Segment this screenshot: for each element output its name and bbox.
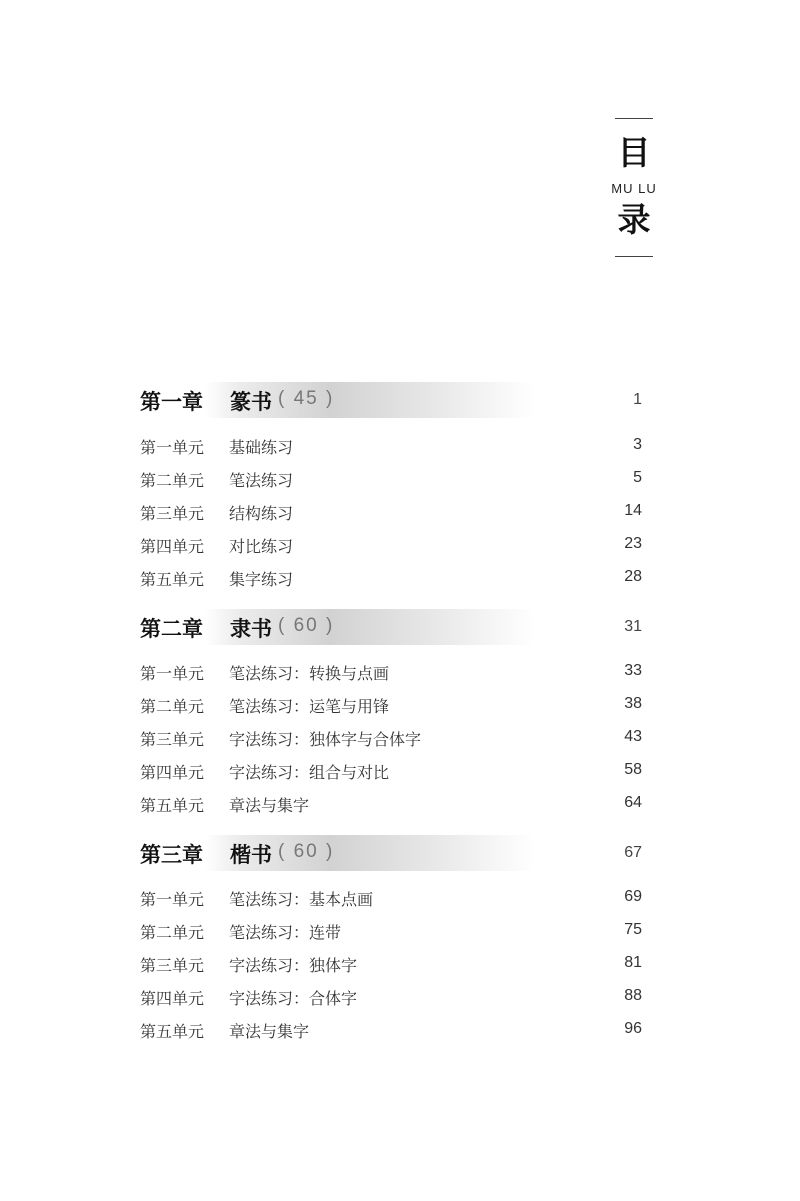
chapter-row[interactable] [0, 835, 800, 871]
unit-number: 第一单元 [140, 438, 205, 457]
unit-row[interactable] [0, 983, 800, 1009]
unit-row[interactable] [0, 658, 800, 684]
unit-number: 第三单元 [140, 504, 205, 523]
unit-title: 章法与集字 [229, 1022, 310, 1041]
unit-page: 38 [624, 695, 642, 712]
unit-number: 第四单元 [140, 537, 205, 556]
unit-title: 基础练习 [229, 438, 294, 457]
unit-title: 笔法练习：运笔与用锋 [229, 697, 390, 716]
chapter-count: ( 60 ) [278, 841, 335, 862]
unit-number: 第三单元 [140, 730, 205, 749]
chapter-page: 67 [624, 844, 642, 861]
unit-number: 第五单元 [140, 1022, 205, 1041]
unit-row[interactable] [0, 498, 800, 524]
unit-page: 58 [624, 761, 642, 778]
unit-row[interactable] [0, 465, 800, 491]
unit-row[interactable] [0, 432, 800, 458]
unit-number: 第二单元 [140, 697, 205, 716]
unit-page: 96 [624, 1020, 642, 1037]
unit-title: 笔法练习：连带 [229, 923, 342, 942]
chapter-count: ( 60 ) [278, 615, 335, 636]
chapter-count: ( 45 ) [278, 388, 335, 409]
unit-title: 章法与集字 [229, 796, 310, 815]
unit-number: 第二单元 [140, 471, 205, 490]
unit-number: 第五单元 [140, 570, 205, 589]
chapter-number: 第三章 [140, 842, 203, 867]
chapter-page: 1 [633, 391, 642, 408]
unit-page: 28 [624, 568, 642, 585]
unit-number: 第一单元 [140, 664, 205, 683]
heading-rule-top [615, 118, 653, 119]
unit-page: 33 [624, 662, 642, 679]
unit-row[interactable] [0, 757, 800, 783]
chapter-row[interactable] [0, 382, 800, 418]
unit-title: 对比练习 [229, 537, 294, 556]
unit-page: 43 [624, 728, 642, 745]
unit-title: 结构练习 [229, 504, 294, 523]
chapter-title: 楷书 [230, 842, 272, 867]
unit-page: 69 [624, 888, 642, 905]
unit-number: 第三单元 [140, 956, 205, 975]
heading-char-mu: 目 [617, 133, 651, 172]
unit-row[interactable] [0, 950, 800, 976]
unit-page: 64 [624, 794, 642, 811]
unit-title: 笔法练习 [229, 471, 294, 490]
unit-page: 88 [624, 987, 642, 1004]
unit-title: 笔法练习：转换与点画 [229, 664, 390, 683]
chapter-row[interactable] [0, 609, 800, 645]
unit-number: 第四单元 [140, 989, 205, 1008]
unit-title: 集字练习 [229, 570, 294, 589]
unit-row[interactable] [0, 724, 800, 750]
unit-number: 第一单元 [140, 890, 205, 909]
chapter-number: 第二章 [140, 616, 203, 641]
unit-page: 5 [633, 469, 642, 486]
unit-number: 第五单元 [140, 796, 205, 815]
chapter-title: 篆书 [230, 389, 272, 414]
unit-page: 3 [633, 436, 642, 453]
heading-rule-bottom [615, 256, 653, 257]
toc-heading [605, 118, 663, 257]
unit-row[interactable] [0, 691, 800, 717]
heading-pinyin: MU LU [611, 181, 657, 196]
unit-page: 81 [624, 954, 642, 971]
unit-page: 23 [624, 535, 642, 552]
unit-row[interactable] [0, 564, 800, 590]
unit-page: 14 [624, 502, 642, 519]
unit-row[interactable] [0, 917, 800, 943]
unit-row[interactable] [0, 884, 800, 910]
chapter-title: 隶书 [230, 616, 272, 641]
unit-row[interactable] [0, 790, 800, 816]
unit-row[interactable] [0, 1016, 800, 1042]
unit-title: 字法练习：组合与对比 [229, 763, 390, 782]
unit-number: 第二单元 [140, 923, 205, 942]
chapter-number: 第一章 [140, 389, 203, 414]
unit-title: 笔法练习：基本点画 [229, 890, 374, 909]
unit-title: 字法练习：独体字与合体字 [229, 730, 422, 749]
unit-title: 字法练习：独体字 [229, 956, 358, 975]
heading-char-lu: 录 [617, 200, 651, 239]
unit-row[interactable] [0, 531, 800, 557]
unit-number: 第四单元 [140, 763, 205, 782]
unit-page: 75 [624, 921, 642, 938]
chapter-page: 31 [624, 618, 642, 635]
unit-title: 字法练习：合体字 [229, 989, 358, 1008]
